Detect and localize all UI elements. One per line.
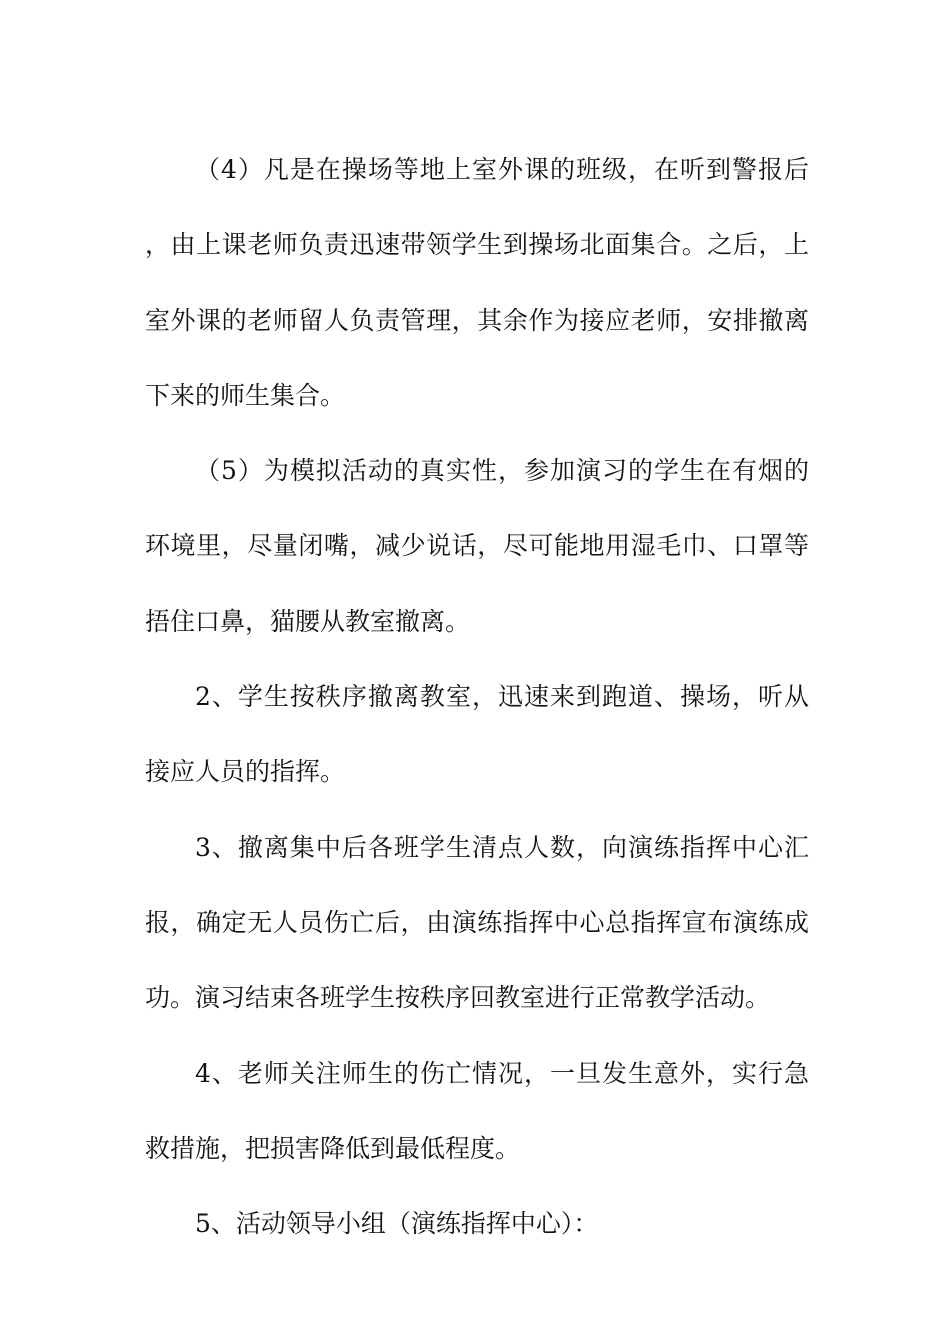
document-body [145,132,809,1261]
paragraph-headcount: 3、撤离集中后各班学生清点人数，向演练指挥中心汇报，确定无人员伤亡后，由演练指挥中心总指挥宣布演练成功。演习结束各班学生按秩序回教室进行正常教学活动。 [145,832,809,1013]
paragraph-evacuation-order: 2、学生按秩序撤离教室，迅速来到跑道、操场，听从接应人员的指挥。 [145,682,809,787]
paragraph-outdoor-class: （4）凡是在操场等地上室外课的班级，在听到警报后，由上课老师负责迅速带领学生到操场北面集合。之后，上室外课的老师留人负责管理，其余作为接应老师，安排撤离下来的师生集合。 [145,155,809,410]
paragraph-leadership-group: 5、活动领导小组（演练指挥中心）： [195,1209,599,1239]
paragraph-smoke-simulation: （5）为模拟活动的真实性，参加演习的学生在有烟的环境里，尽量闭嘴，减少说话，尽可能地用湿毛巾、口罩等捂住口鼻，猫腰从教室撤离。 [145,456,809,636]
paragraph-first-aid: 4、老师关注师生的伤亡情况，一旦发生意外，实行急救措施，把损害降低到最低程度。 [145,1058,809,1163]
